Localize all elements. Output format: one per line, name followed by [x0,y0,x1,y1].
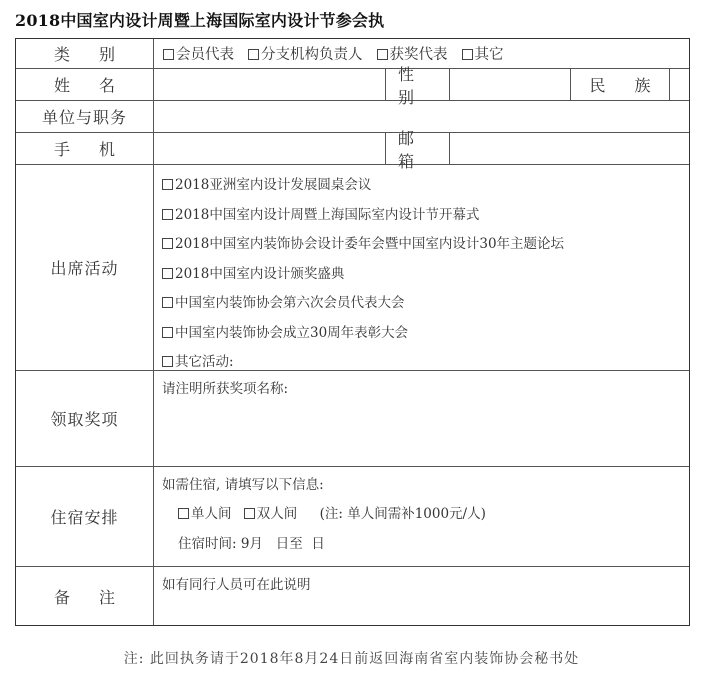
org-label: 单位与职务 [16,101,154,132]
phone-field[interactable] [154,133,386,164]
activity-item[interactable]: 2018中国室内设计颁奖盛典 [162,260,564,290]
contact-row [16,128,689,171]
email-field[interactable] [450,133,689,164]
category-row [16,39,689,69]
activity-item[interactable]: 中国室内装饰协会第六次会员代表大会 [162,289,564,319]
checkbox-icon[interactable] [162,327,173,338]
org-row [16,101,689,133]
ethnicity-field[interactable] [670,69,689,100]
checkbox-icon[interactable] [162,356,173,367]
room-option-single[interactable]: 单人间 [178,506,232,522]
gender-label: 性 别 [386,69,450,100]
email-label: 邮 箱 [386,133,450,164]
remarks-field[interactable] [154,567,689,625]
activities-row [16,165,689,371]
remarks-hint: 如有同行人员可在此说明 [162,577,311,593]
activity-item[interactable]: 2018中国室内装饰协会设计委年会暨中国室内设计30年主题论坛 [162,230,564,260]
lodging-field [154,467,689,566]
checkbox-icon[interactable] [178,508,189,519]
ethnicity-label: 民 族 [571,69,670,100]
checkbox-icon[interactable] [163,49,174,60]
award-hint: 请注明所获奖项名称: [162,381,289,397]
lodging-label: 住宿安排 [16,467,154,566]
checkbox-icon[interactable] [162,179,173,190]
remarks-label: 备 注 [16,567,154,625]
lodging-intro: 如需住宿, 请填写以下信息: [162,477,324,493]
checkbox-icon[interactable] [162,297,173,308]
award-label: 领取奖项 [16,371,154,466]
activity-item[interactable]: 2018亚洲室内设计发展圆桌会议 [162,171,564,201]
category-option-award[interactable]: 获奖代表 [377,43,448,64]
name-row [16,64,689,107]
activities-list [154,165,689,370]
category-label: 类 别 [16,39,154,68]
checkbox-icon[interactable] [162,209,173,220]
lodging-room-options [178,502,486,522]
activities-label: 出席活动 [16,165,154,370]
name-label: 姓 名 [16,69,154,100]
name-field[interactable] [154,69,386,100]
checkbox-icon[interactable] [162,238,173,249]
room-option-double[interactable]: 双人间 [244,506,298,522]
footer-note: 注: 此回执务请于2018年8月24日前返回海南省室内装饰协会秘书处 [123,651,580,667]
gender-field[interactable] [450,69,571,100]
room-note: (注: 单人间需补1000元/人) [319,506,486,522]
phone-label: 手 机 [16,133,154,164]
lodging-row [16,467,689,567]
form-title: 2018中国室内设计周暨上海国际室内设计节参会执 [15,11,385,30]
registration-form [15,38,690,626]
category-option-other[interactable]: 其它 [462,43,504,64]
checkbox-icon[interactable] [244,508,255,519]
remarks-row [16,567,689,625]
checkbox-icon[interactable] [462,49,473,60]
checkbox-icon[interactable] [248,49,259,60]
award-field[interactable] [154,371,689,466]
category-option-branch[interactable]: 分支机构负责人 [248,43,363,64]
activity-item[interactable]: 中国室内装饰协会成立30周年表彰大会 [162,319,564,349]
lodging-time: 住宿时间: 9月 日至 日 [178,536,325,552]
checkbox-icon[interactable] [162,268,173,279]
activity-item-other[interactable]: 其它活动: [162,348,564,378]
award-row [16,371,689,467]
activity-item[interactable]: 2018中国室内设计周暨上海国际室内设计节开幕式 [162,201,564,231]
checkbox-icon[interactable] [377,49,388,60]
category-option-member[interactable]: 会员代表 [163,43,234,64]
